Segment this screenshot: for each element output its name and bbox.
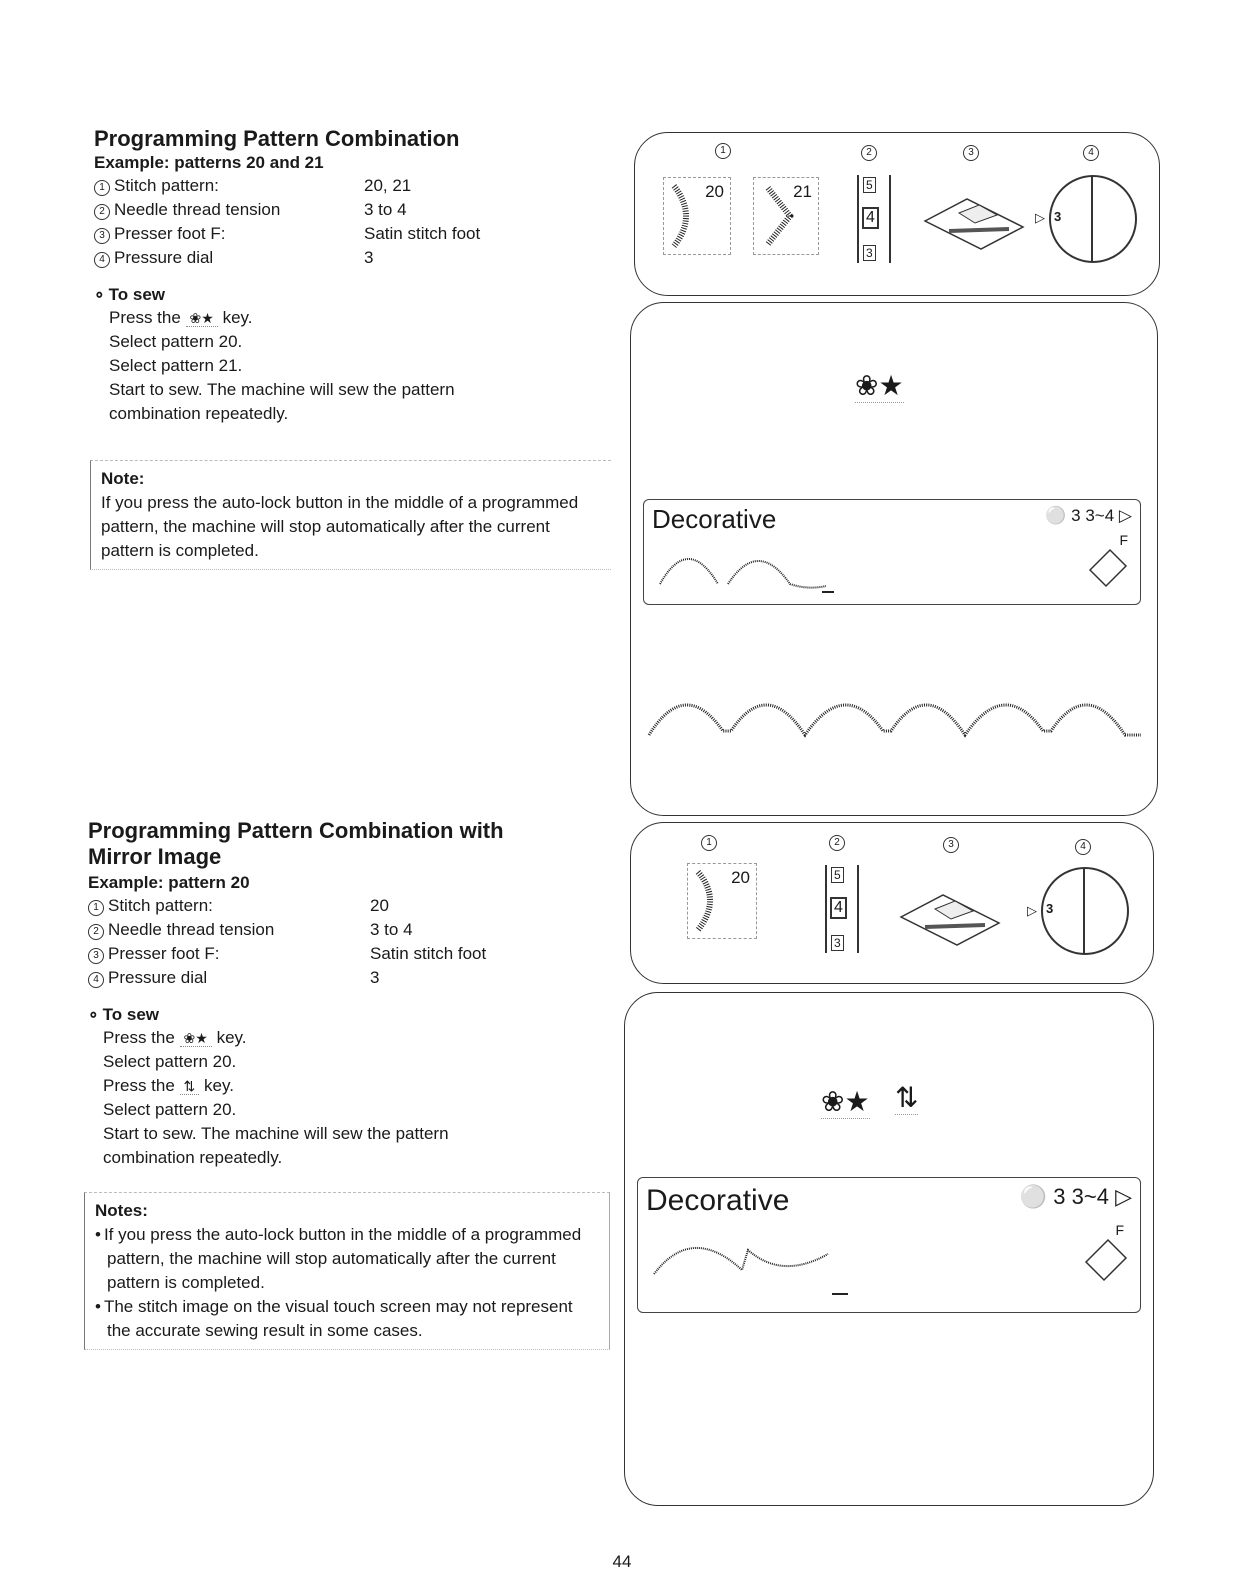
spec-value: Satin stitch foot (370, 944, 487, 963)
lcd-mode-title: Decorative (652, 504, 777, 534)
pressure-dial-pointer-icon: ▷ (1027, 903, 1037, 918)
spec-value: 3 to 4 (364, 200, 407, 219)
lcd-foot-letter: F (1115, 1222, 1124, 1238)
lcd-mode-title: Decorative (646, 1184, 790, 1217)
section-2 (88, 818, 608, 1170)
callout-4: 4 (1075, 839, 1091, 855)
note-text: If you press the auto-lock button in the middle of a programmed pattern, the machine will stop automatically after the current pattern is completed. (101, 493, 579, 560)
stitch-pattern-20-icon (663, 177, 731, 255)
section-2-specs (88, 894, 608, 990)
lcd-status-bar (1020, 1184, 1132, 1210)
decorative-key-icon: ❀★ (855, 370, 904, 401)
spec-label: 2 Needle thread tension (94, 198, 364, 222)
settings-panel-1 (634, 132, 1160, 296)
decorative-key-icon: ❀★ (821, 1086, 870, 1117)
tension-bottom: 3 (831, 935, 844, 951)
spec-value: Satin stitch foot (364, 224, 481, 243)
callout-1: 1 (715, 143, 731, 159)
screen-panel-2 (624, 992, 1154, 1506)
callout-number: 3 (88, 948, 104, 964)
section-2-example: Example: pattern 20 (88, 873, 250, 892)
pattern-number: 21 (793, 182, 812, 201)
step: Press the ❀★ key. (109, 308, 253, 327)
lcd-status-values: 3 3~4 (1053, 1184, 1109, 1209)
note-box (90, 460, 611, 570)
pressure-dial (1049, 175, 1137, 263)
callout-3: 3 (963, 145, 979, 161)
tension-top: 5 (831, 867, 844, 883)
needle-icon: ⚪ (1019, 1184, 1048, 1209)
notes-box (84, 1192, 610, 1350)
to-sew-heading: ∘ To sew (94, 284, 614, 306)
lcd-foot-letter: F (1119, 532, 1128, 548)
section-1-example: Example: patterns 20 and 21 (94, 153, 324, 172)
pressure-dial-value: 3 (1046, 901, 1054, 916)
spec-value: 20 (370, 896, 389, 915)
to-sew-steps (94, 306, 614, 426)
tension-current: 4 (830, 897, 847, 919)
mirror-key-icon: ⇅ (895, 1082, 919, 1113)
callout-number: 4 (88, 972, 104, 988)
tension-bottom: 3 (863, 245, 876, 261)
callout-1: 1 (701, 835, 717, 851)
note-heading: Note: (101, 469, 145, 488)
step: Start to sew. The machine will sew the pattern combination repeatedly. (109, 380, 455, 423)
spec-label: 3 Presser foot F: (88, 942, 370, 966)
tension-top: 5 (863, 177, 876, 193)
decorative-key-icon: ❀★ (186, 310, 218, 327)
lcd-display-2 (637, 1177, 1141, 1313)
spec-label: 1 Stitch pattern: (88, 894, 370, 918)
spec-label: 1 Stitch pattern: (94, 174, 364, 198)
screen-panel-1 (630, 302, 1158, 816)
spec-label: 4 Pressure dial (94, 246, 364, 270)
callout-number: 1 (94, 180, 110, 196)
pressure-dial-value: 3 (1054, 209, 1062, 224)
callout-number: 2 (94, 204, 110, 220)
lcd-display-1 (643, 499, 1141, 605)
spec-value: 3 (370, 968, 380, 987)
mirror-key[interactable] (895, 1081, 918, 1115)
dial-mark-line (1083, 869, 1085, 953)
step: Select pattern 21. (109, 356, 243, 375)
notes-heading: Notes: (95, 1201, 148, 1220)
note-item: • If you press the auto-lock button in the middle of a programmed pattern, the machine will stop automatically after the current pattern is completed. (95, 1223, 599, 1295)
callout-4: 4 (1083, 145, 1099, 161)
spec-label: 3 Presser foot F: (94, 222, 364, 246)
step: Press the ❀★ key. (103, 1028, 247, 1047)
tension-scale (825, 865, 859, 953)
dial-mark-line (1091, 177, 1093, 261)
section-2-title: Programming Pattern Combination with Mirror Image (88, 818, 504, 869)
spec-value: 20, 21 (364, 176, 412, 195)
step: Select pattern 20. (103, 1100, 237, 1119)
lcd-status-bar (1045, 506, 1132, 526)
needle-icon: ⚪ (1045, 506, 1067, 525)
callout-number: 4 (94, 252, 110, 268)
decorative-key[interactable] (855, 369, 904, 403)
tension-current: 4 (862, 207, 879, 229)
spec-value: 3 (364, 248, 374, 267)
step: Start to sew. The machine will sew the pattern combination repeatedly. (103, 1124, 449, 1167)
lcd-status-values: 3 3~4 (1071, 506, 1115, 525)
decorative-key[interactable] (821, 1085, 870, 1119)
section-1-title: Programming Pattern Combination (94, 126, 460, 151)
spec-value: 3 to 4 (370, 920, 413, 939)
speaker-icon: ▷ (1118, 506, 1132, 525)
step: Select pattern 20. (109, 332, 243, 351)
pattern-number: 20 (705, 182, 724, 201)
speaker-icon: ▷ (1115, 1184, 1132, 1209)
note-item: • The stitch image on the visual touch screen may not represent the accurate sewing result in some cases. (95, 1295, 599, 1343)
callout-number: 1 (88, 900, 104, 916)
callout-2: 2 (861, 145, 877, 161)
decorative-key-icon: ❀★ (180, 1030, 212, 1047)
presser-foot-icon (895, 889, 1005, 949)
lcd-stitch-preview (658, 544, 838, 594)
step: Press the ⇅ key. (103, 1076, 234, 1095)
mirror-key-icon: ⇅ (180, 1078, 200, 1095)
page-number: 44 (612, 1552, 632, 1571)
callout-2: 2 (829, 835, 845, 851)
callout-number: 3 (94, 228, 110, 244)
lcd-foot-icon (1082, 1236, 1130, 1284)
to-sew-steps (88, 1026, 608, 1170)
sewn-combination-sample (645, 685, 1145, 745)
stitch-pattern-21-icon (753, 177, 819, 255)
lcd-foot-icon (1086, 546, 1130, 590)
step: Select pattern 20. (103, 1052, 237, 1071)
pressure-dial (1041, 867, 1129, 955)
lcd-stitch-preview (652, 1230, 852, 1300)
settings-panel-2 (630, 822, 1154, 984)
to-sew-heading: ∘ To sew (88, 1004, 608, 1026)
pattern-number: 20 (731, 868, 750, 887)
section-1-specs (94, 174, 614, 270)
pressure-dial-pointer-icon: ▷ (1035, 210, 1045, 225)
presser-foot-icon (919, 193, 1029, 253)
spec-label: 4 Pressure dial (88, 966, 370, 990)
spec-label: 2 Needle thread tension (88, 918, 370, 942)
callout-3: 3 (943, 837, 959, 853)
tension-scale (857, 175, 891, 263)
section-1 (94, 126, 614, 426)
callout-number: 2 (88, 924, 104, 940)
stitch-pattern-20-icon (687, 863, 757, 939)
